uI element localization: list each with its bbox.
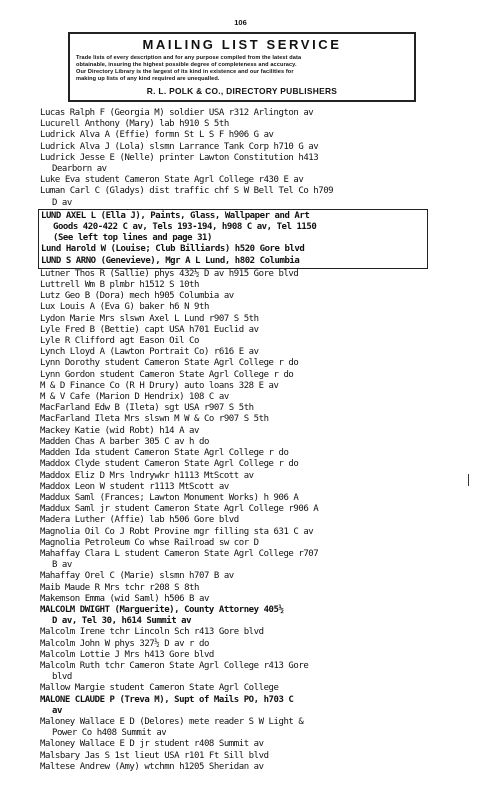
directory-entry bbox=[40, 650, 452, 661]
directory-entry bbox=[40, 153, 452, 175]
directory-entry bbox=[40, 504, 452, 515]
directory-entry bbox=[40, 717, 452, 739]
entries-before bbox=[40, 108, 452, 209]
entry-text: MacFarland Edw B (Ileta) sgt USA r907 S 5th bbox=[40, 403, 254, 414]
ad-publisher: R. L. POLK & CO., DIRECTORY PUBLISHERS bbox=[146, 86, 338, 96]
directory-entry bbox=[40, 448, 452, 459]
directory-entry bbox=[40, 571, 452, 582]
directory-entry bbox=[40, 336, 452, 347]
entry-text: Malcolm Lottie J Mrs h413 Gore blvd bbox=[40, 649, 214, 660]
entry-text: Maltese Andrew (Amy) wtchmn h1205 Sheridan av bbox=[40, 761, 264, 772]
directory-entry bbox=[40, 142, 452, 153]
entry-text: Malcolm Ruth tchr Cameron State Agrl College r413 Gore bbox=[40, 660, 309, 671]
entry-continuation: D av bbox=[52, 197, 72, 208]
mailing-list-ad bbox=[68, 32, 416, 102]
directory-entry bbox=[40, 426, 452, 437]
entry-text: Maddux Saml jr student Cameron State Agrl College r906 A bbox=[40, 504, 319, 515]
directory-entry bbox=[40, 583, 452, 594]
directory-entry bbox=[40, 538, 452, 549]
directory-entry bbox=[40, 549, 452, 571]
directory-entry bbox=[40, 186, 452, 208]
entry-text: Malcolm John W phys 327½ D av r do bbox=[40, 638, 209, 649]
directory-entry bbox=[40, 482, 452, 493]
entry-text: Lyle Fred B (Bettie) capt USA h701 Euclid av bbox=[40, 324, 259, 335]
entry-text: M & D Finance Co (R H Drury) auto loans 328 E av bbox=[40, 380, 279, 391]
entry-continuation: B av bbox=[52, 560, 72, 571]
directory-entry bbox=[40, 471, 452, 482]
entry-text: Lux Louis A (Eva G) baker h6 N 9th bbox=[40, 302, 209, 313]
entry-text: Madden Ida student Cameron State Agrl College r do bbox=[40, 448, 289, 459]
entry-continuation: Dearborn av bbox=[52, 164, 107, 175]
entry-text: Mahaffay Clara L student Cameron State Agrl College r707 bbox=[40, 548, 319, 559]
entry-text: Mackey Katie (wid Robt) h14 A av bbox=[40, 425, 199, 436]
entry-text: Malcolm Irene tchr Lincoln Sch r413 Gore blvd bbox=[40, 627, 264, 638]
directory-entry bbox=[41, 256, 425, 267]
directory-entry bbox=[40, 108, 452, 119]
directory-entry bbox=[40, 403, 452, 414]
directory-entry bbox=[41, 211, 425, 245]
entry-text: Mahaffay Orel C (Marie) slsmn h707 B av bbox=[40, 571, 234, 582]
entry-text: Maddux Saml (Frances; Lawton Monument Works) h 906 A bbox=[40, 492, 299, 503]
directory-entry bbox=[40, 661, 452, 683]
entry-text: Lynch Lloyd A (Lawton Portrait Co) r616 E av bbox=[40, 347, 259, 358]
directory-entry bbox=[40, 280, 452, 291]
directory-entry bbox=[40, 269, 452, 280]
directory-entry bbox=[40, 594, 452, 605]
entry-continuation: blvd bbox=[52, 672, 72, 683]
directory-entry bbox=[40, 325, 452, 336]
ad-title: MAILING LIST SERVICE bbox=[142, 37, 342, 52]
directory-entry bbox=[40, 762, 452, 773]
directory-entry bbox=[40, 437, 452, 448]
entry-text: Lynn Dorothy student Cameron State Agrl College r do bbox=[40, 358, 299, 369]
entry-text: M & V Cafe (Marion D Hendrix) 108 C av bbox=[40, 392, 229, 403]
entry-continuation: (See left top lines and page 31) bbox=[53, 233, 212, 244]
ad-body bbox=[76, 55, 408, 83]
directory-entry bbox=[40, 683, 452, 694]
directory-entry bbox=[40, 627, 452, 638]
page-number: 106 bbox=[234, 18, 247, 27]
entry-text: LUND AXEL L (Ella J), Paints, Glass, Wallpaper and Art bbox=[41, 210, 310, 221]
lund-advertisement-box bbox=[38, 209, 428, 269]
entry-text: Lucas Ralph F (Georgia M) soldier USA r312 Arlington av bbox=[40, 108, 314, 118]
entry-text: MALONE CLAUDE P (Treva M), Supt of Mails PO, h703 C bbox=[40, 694, 294, 705]
entry-text: Maddox Eliz D Mrs lndrywkr h1113 MtScott av bbox=[40, 470, 254, 481]
entry-text: Magnolia Petroleum Co whse Railroad sw cor D bbox=[40, 537, 259, 548]
directory-entry bbox=[40, 302, 452, 313]
directory-entry bbox=[40, 347, 452, 358]
margin-mark bbox=[468, 474, 469, 486]
directory-entry bbox=[40, 119, 452, 130]
entries-after bbox=[40, 269, 452, 773]
entry-text: MALCOLM DWIGHT (Marguerite), County Attorney 405½ bbox=[40, 604, 284, 615]
entry-text: Luttrell Wm B plmbr h1512 S 10th bbox=[40, 280, 199, 291]
entry-text: Lynn Gordon student Cameron State Agrl College r do bbox=[40, 369, 294, 380]
entry-continuation: av bbox=[52, 705, 62, 716]
entry-text: Lund Harold W (Louise; Club Billiards) h520 Gore blvd bbox=[41, 244, 305, 255]
directory-entry bbox=[40, 639, 452, 650]
ad-line: Our Directory Library is the largest of its kind in existence and our facilities for bbox=[76, 69, 294, 75]
entry-text: Ludrick Alva A (Effie) formn St L S F h906 G av bbox=[40, 130, 274, 141]
entry-text: Maloney Wallace E D (Delores) mete reader S W Light & bbox=[40, 716, 304, 727]
entry-text: Lyle R Clifford agt Eason Oil Co bbox=[40, 336, 199, 347]
directory-entry bbox=[40, 130, 452, 141]
directory-entry bbox=[40, 739, 452, 750]
entry-text: Malsbary Jas S 1st lieut USA r101 Ft Sill blvd bbox=[40, 750, 269, 761]
directory-entry bbox=[40, 414, 452, 425]
entry-text: Lucurell Anthony (Mary) lab h910 S 5th bbox=[40, 119, 229, 130]
entry-text: LUND S ARNO (Genevieve), Mgr A L Lund, h802 Columbia bbox=[41, 255, 300, 266]
directory-entry bbox=[40, 605, 452, 627]
entry-continuation: Goods 420-422 C av, Tels 193-194, h908 C av, Tel 1150 bbox=[53, 222, 317, 233]
entry-text: Magnolia Oil Co J Robt Provine mgr filling sta 631 C av bbox=[40, 526, 314, 537]
directory-entry bbox=[40, 370, 452, 381]
entry-text: Maddox Clyde student Cameron State Agrl College r do bbox=[40, 459, 299, 470]
directory-entry bbox=[40, 381, 452, 392]
entry-text: Lydon Marie Mrs slswn Axel L Lund r907 S 5th bbox=[40, 313, 259, 324]
directory-entry bbox=[40, 493, 452, 504]
entry-text: Makemson Emma (wid Saml) h506 B av bbox=[40, 593, 209, 604]
directory-entry bbox=[40, 392, 452, 403]
directory-listing bbox=[40, 108, 452, 773]
directory-entry bbox=[40, 291, 452, 302]
entry-text: Ludrick Alva J (Lola) slsmn Larrance Tank Corp h710 G av bbox=[40, 141, 319, 152]
entry-text: Lutz Geo B (Dora) mech h905 Columbia av bbox=[40, 291, 234, 302]
entry-text: Lutner Thos R (Sallie) phys 432½ D av h915 Gore blvd bbox=[40, 268, 299, 279]
entry-text: Luke Eva student Cameron State Agrl College r430 E av bbox=[40, 175, 304, 186]
directory-entry bbox=[41, 244, 425, 255]
entry-text: Maib Maude R Mrs tchr r208 S 8th bbox=[40, 582, 199, 593]
ad-line: obtainable, insuring the highest possible degree of completeness and accuracy. bbox=[76, 62, 297, 68]
ad-line: Trade lists of every description and for any purpose compiled from the latest data bbox=[76, 55, 302, 61]
entry-text: Ludrick Jesse E (Nelle) printer Lawton Constitution h413 bbox=[40, 152, 319, 163]
entry-continuation: Power Co h408 Summit av bbox=[52, 728, 167, 739]
directory-entry bbox=[40, 358, 452, 369]
entry-text: Madden Chas A barber 305 C av h do bbox=[40, 436, 209, 447]
directory-entry bbox=[40, 314, 452, 325]
ad-line: making up lists of any kind required are unequalled. bbox=[76, 76, 220, 82]
directory-entry bbox=[40, 751, 452, 762]
directory-entry bbox=[40, 459, 452, 470]
directory-entry bbox=[40, 515, 452, 526]
entry-text: Maloney Wallace E D jr student r408 Summit av bbox=[40, 739, 264, 750]
entry-text: Maddox Leon W student r1113 MtScott av bbox=[40, 481, 229, 492]
entry-continuation: D av, Tel 30, h614 Summit av bbox=[52, 616, 192, 627]
entry-text: MacFarland Ileta Mrs slswn M W & Co r907 S 5th bbox=[40, 414, 269, 425]
entry-text: Luman Carl C (Gladys) dist traffic chf S W Bell Tel Co h709 bbox=[40, 186, 334, 197]
directory-entry bbox=[40, 695, 452, 717]
entry-text: Mallow Margie student Cameron State Agrl College bbox=[40, 683, 279, 694]
entry-text: Madera Luther (Affie) lab h506 Gore blvd bbox=[40, 515, 239, 526]
directory-entry bbox=[40, 527, 452, 538]
directory-entry bbox=[40, 175, 452, 186]
